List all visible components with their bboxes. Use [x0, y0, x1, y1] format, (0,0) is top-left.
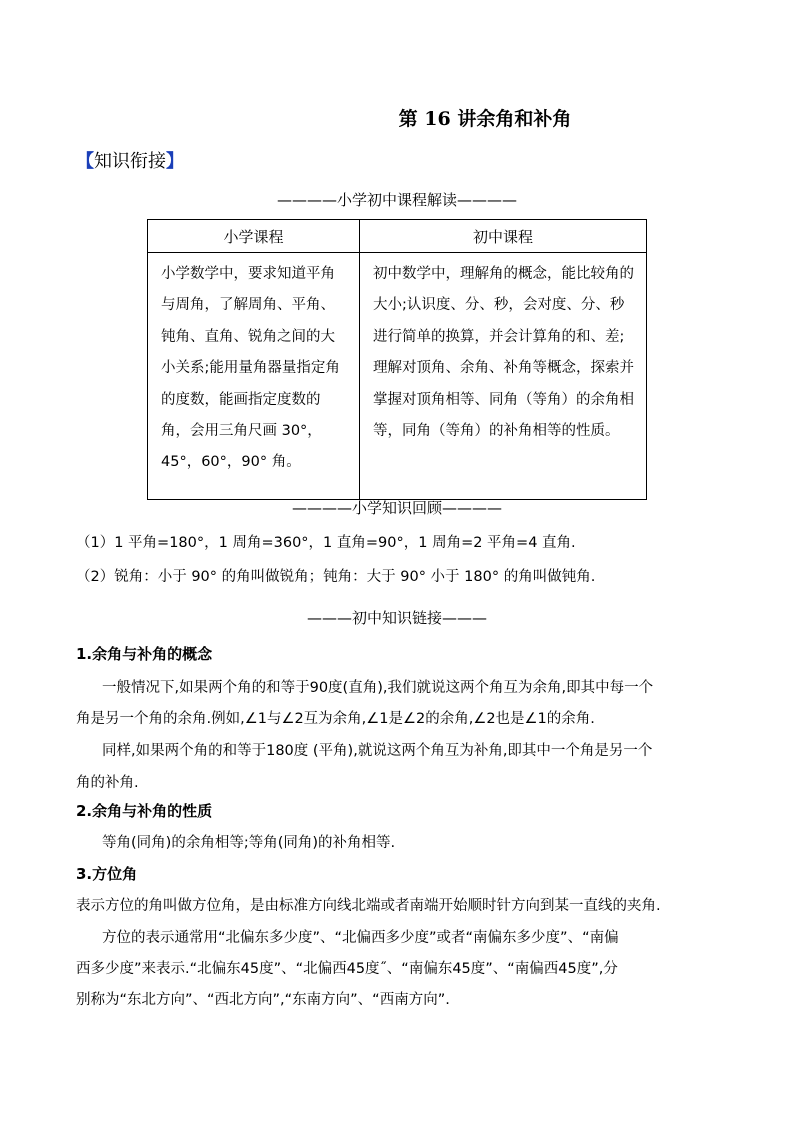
table-header-junior: 初中课程	[360, 220, 647, 253]
section-1-para-2b: 角的补角.	[76, 775, 139, 791]
review-item-1: （1）1 平角=180°，1 周角=360°，1 直角=90°，1 周角=2 平角=4 直角.	[76, 535, 576, 551]
section-3-title: 3.方位角	[76, 865, 138, 883]
divider-primary-review: ————小学知识回顾————	[291, 499, 502, 517]
section-3-para-2b: 西多少度”来表示.“北偏东45度”、“北偏西45度˝、“南偏东45度”、“南偏西45度”,分	[76, 961, 618, 977]
divider-course-interpretation: ————小学初中课程解读————	[276, 191, 517, 209]
course-comparison-table	[147, 219, 647, 500]
page-title: 第 16 讲余角和补角	[398, 108, 572, 130]
section-3-para-1: 表示方位的角叫做方位角，是由标准方向线北端或者南端开始顺时针方向到某一直线的夹角.	[76, 898, 661, 914]
section-1-para-2a: 同样,如果两个角的和等于180度 (平角),就说这两个角互为补角,即其中一个角是另一个	[102, 743, 653, 759]
section-1-para-1a: 一般情况下,如果两个角的和等于90度(直角),我们就说这两个角互为余角,即其中每一个	[102, 680, 654, 696]
section-3-para-2a: 方位的表示通常用“北偏东多少度”、“北偏西多少度”或者“南偏东多少度”、“南偏	[102, 930, 619, 946]
section-header-text: 知识衔接	[94, 151, 166, 172]
section-3-para-2c: 别称为“东北方向”、“西北方向”,“东南方向”、“西南方向”.	[76, 992, 450, 1008]
section-1-title: 1.余角与补角的概念	[76, 645, 213, 663]
section-2-title: 2.余角与补角的性质	[76, 802, 213, 820]
bracket-close: 】	[166, 151, 184, 172]
table-header-primary: 小学课程	[148, 220, 360, 253]
section-header	[76, 147, 184, 173]
bracket-open: 【	[76, 151, 94, 172]
table-cell-primary: 小学数学中，要求知道平角与周角，了解周角、平角、钝角、直角、锐角之间的大小关系;能用量角器量指定角的度数，能画指定度数的角，会用三角尺画 30°，45°，60°，90° 角。	[148, 253, 360, 500]
divider-junior-link: ———初中知识链接———	[306, 609, 487, 627]
review-item-2: （2）锐角：小于 90° 的角叫做锐角；钝角：大于 90° 小于 180° 的角叫做钝角.	[76, 569, 596, 585]
section-2-para: 等角(同角)的余角相等;等角(同角)的补角相等.	[102, 835, 396, 851]
section-1-para-1b: 角是另一个角的余角.例如,∠1与∠2互为余角,∠1是∠2的余角,∠2也是∠1的余角.	[76, 711, 595, 727]
table-cell-junior: 初中数学中，理解角的概念，能比较角的大小;认识度、分、秒，会对度、分、秒进行简单的换算，并会计算角的和、差;理解对顶角、余角、补角等概念，探索并掌握对顶角相等、同角（等角）的余角相等，同角（等角）的补角相等的性质。	[360, 253, 647, 500]
